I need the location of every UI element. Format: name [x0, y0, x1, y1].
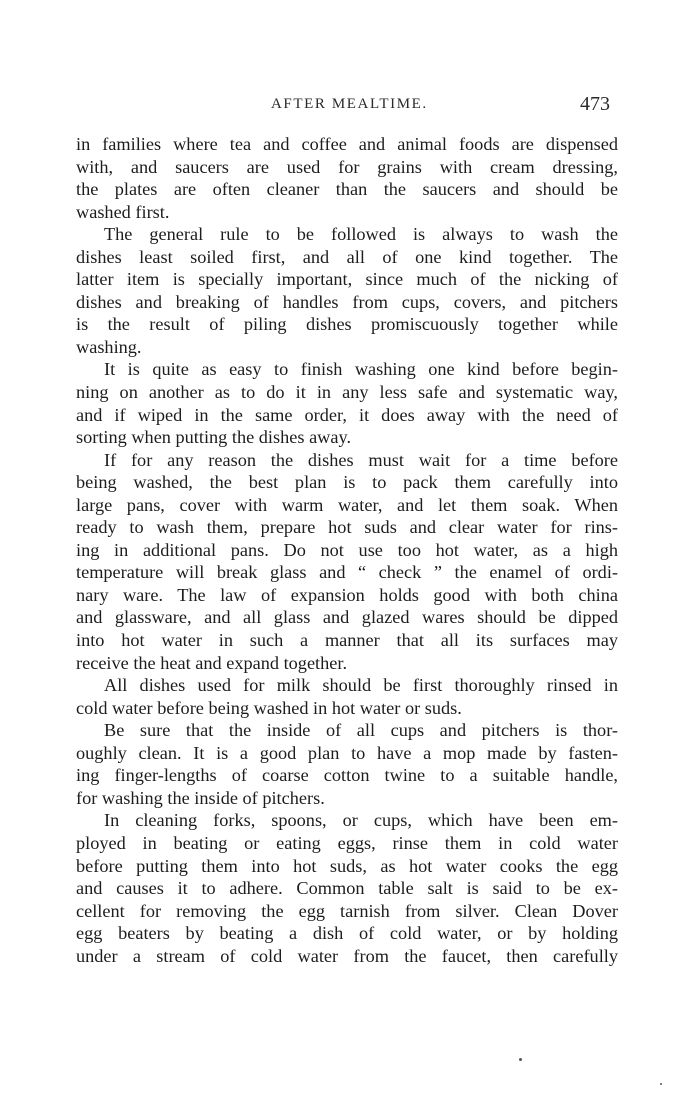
text-line: egg beaters by beating a dish of cold water, or by holding: [76, 923, 618, 944]
page-number: 473: [580, 93, 610, 115]
text-line: latter item is specially important, since much of the nicking of: [76, 269, 618, 290]
paragraph: [76, 449, 618, 674]
text-line: cold water before being washed in hot water or suds.: [76, 697, 462, 718]
paragraph: [76, 809, 618, 967]
text-line: under a stream of cold water from the faucet, then carefully: [76, 945, 618, 966]
text-line: sorting when putting the dishes away.: [76, 427, 352, 448]
text-line: and glassware, and all glass and glazed wares should be dipped: [76, 607, 618, 628]
paper-speck: [660, 1083, 662, 1085]
text-line: with, and saucers are used for grains with cream dressing,: [76, 156, 618, 177]
text-line: in families where tea and coffee and animal foods are dispensed: [76, 134, 618, 154]
running-head: [0, 94, 700, 118]
text-line: Be sure that the inside of all cups and pitchers is thor-: [104, 720, 618, 741]
paragraph: [76, 223, 618, 358]
text-line: washed first.: [76, 201, 170, 222]
text-line: ning on another as to do it in any less safe and systematic way,: [76, 382, 618, 403]
text-line: If for any reason the dishes must wait for a time before: [104, 449, 618, 470]
text-line: ready to wash them, prepare hot suds and clear water for rins-: [76, 517, 618, 538]
text-line: before putting them into hot suds, as hot water cooks the egg: [76, 855, 618, 876]
text-line: receive the heat and expand together.: [76, 652, 348, 673]
text-line: nary ware. The law of expansion holds good with both china: [76, 584, 618, 605]
text-line: ing finger-lengths of coarse cotton twine to a suitable handle,: [76, 765, 618, 786]
paragraph: [76, 133, 618, 223]
text-line: The general rule to be followed is always to wash the: [104, 224, 618, 245]
text-line: being washed, the best plan is to pack them carefully into: [76, 472, 618, 493]
text-line: ing in additional pans. Do not use too hot water, as a high: [76, 539, 618, 560]
text-line: into hot water in such a manner that all its surfaces may: [76, 630, 618, 651]
paragraph: [76, 358, 618, 448]
text-line: ployed in beating or eating eggs, rinse them in cold water: [76, 832, 618, 853]
text-line: for washing the inside of pitchers.: [76, 787, 325, 808]
text-line: and causes it to adhere. Common table salt is said to be ex-: [76, 878, 618, 899]
text-line: temperature will break glass and “ check ” the enamel of ordi-: [76, 562, 618, 583]
paragraph: [76, 674, 618, 719]
text-line: In cleaning forks, spoons, or cups, which have been em-: [104, 810, 618, 831]
text-line: is the result of piling dishes promiscuously together while: [76, 314, 618, 335]
text-line: large pans, cover with warm water, and let them soak. When: [76, 494, 618, 515]
text-line: All dishes used for milk should be first thoroughly rinsed in: [104, 675, 618, 696]
text-line: cellent for removing the egg tarnish from silver. Clean Dover: [76, 900, 618, 921]
text-line: washing.: [76, 336, 142, 357]
body-text: [76, 133, 618, 967]
text-line: oughly clean. It is a good plan to have a mop made by fasten-: [76, 742, 618, 763]
text-line: and if wiped in the same order, it does away with the need of: [76, 404, 618, 425]
text-line: the plates are often cleaner than the saucers and should be: [76, 179, 618, 200]
paragraph: [76, 719, 618, 809]
paper-speck: [519, 1058, 522, 1061]
text-line: dishes and breaking of handles from cups, covers, and pitchers: [76, 291, 618, 312]
running-title: AFTER MEALTIME.: [271, 96, 428, 112]
text-line: It is quite as easy to finish washing one kind before begin-: [104, 359, 618, 380]
text-line: dishes least soiled first, and all of one kind together. The: [76, 246, 618, 267]
